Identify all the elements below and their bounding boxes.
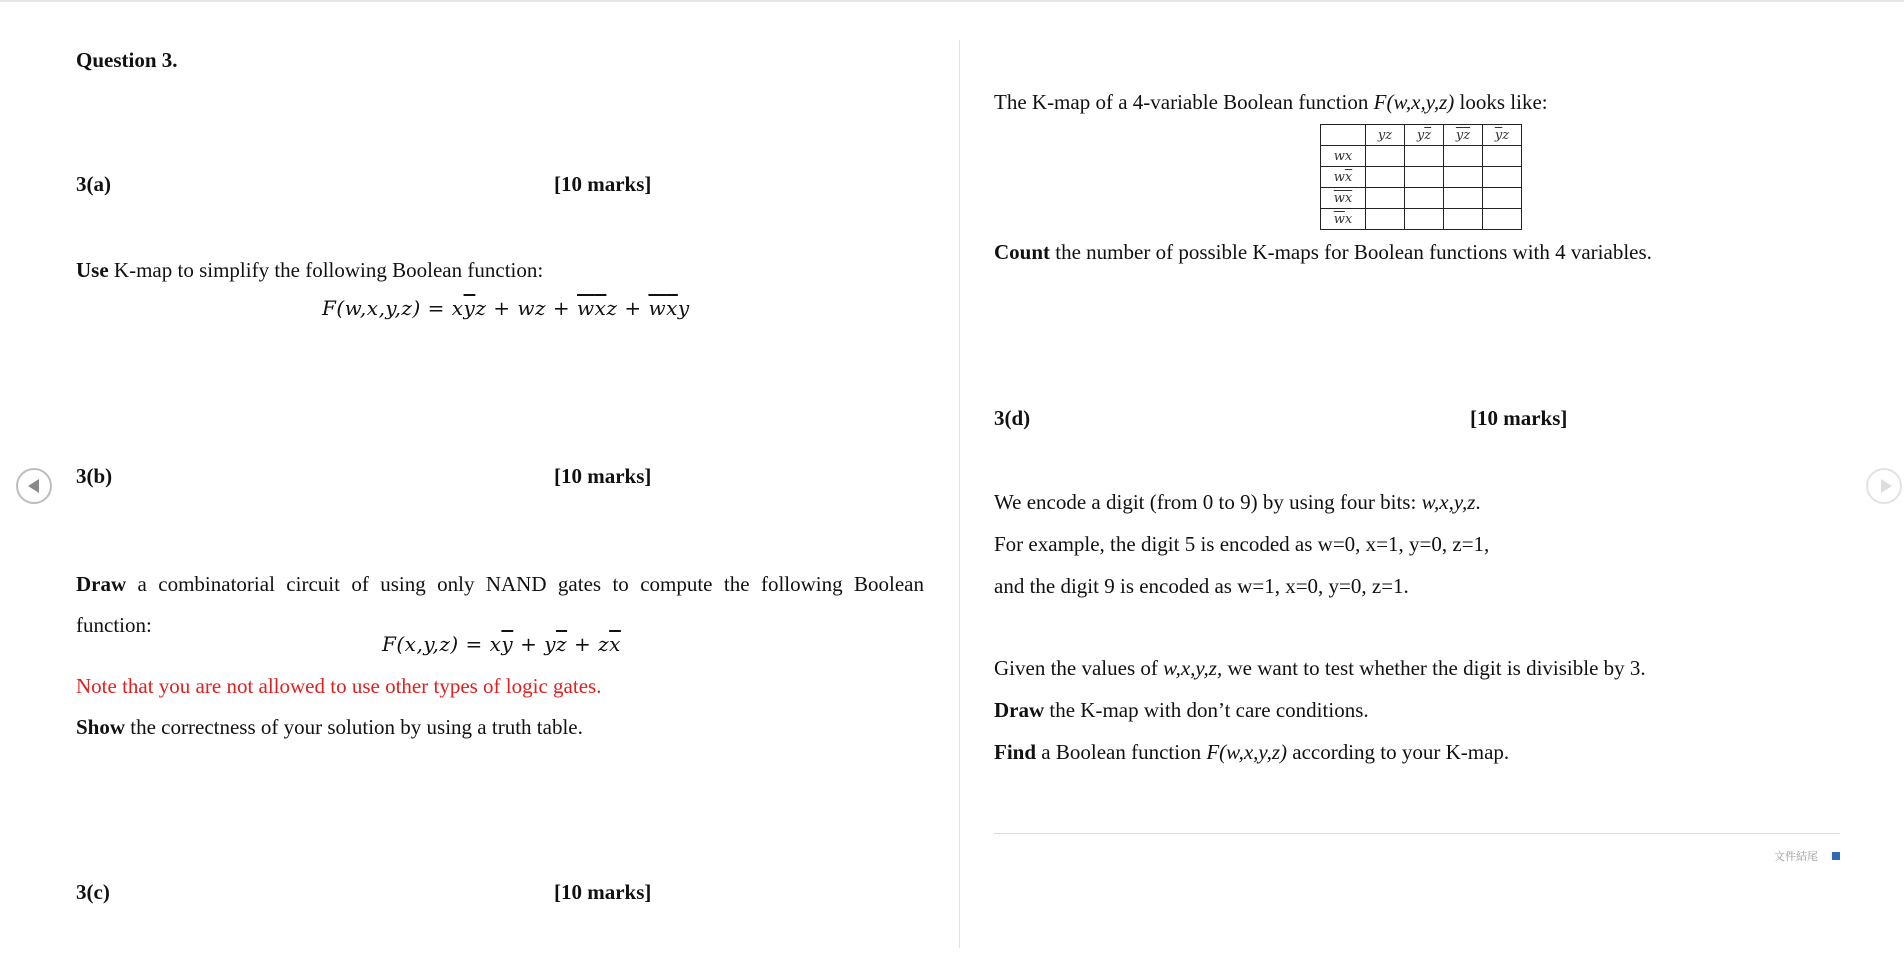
body-text: We encode a digit (from 0 to 9) by using four bits: <box>994 490 1422 514</box>
kmap-cell <box>1366 209 1405 230</box>
term-literal-complement: $\overline{y}$ <box>501 632 514 656</box>
section-3b-label: 3(b) <box>76 464 113 488</box>
section-3c-marks: [10 marks] <box>554 880 652 904</box>
section-3d-label: 3(d) <box>994 406 1031 430</box>
formula-3b: $F(x,y,z) = x\overline{y} + y\overline{z} + z\overline{x}$ <box>382 632 621 656</box>
kmap-cell <box>1405 188 1444 209</box>
draw-kmap-instruction <box>994 698 1369 723</box>
term-literal-complement: $\overline{z}$ <box>556 632 568 656</box>
term-literal-complement: $\overline{y}$ <box>463 296 476 320</box>
section-3a-instruction <box>76 258 543 283</box>
divisibility-line <box>994 656 1646 681</box>
variable-list: w,x,y,z <box>1421 490 1476 514</box>
encoding-line-1 <box>994 490 1481 515</box>
term-literal: y <box>677 296 690 320</box>
kmap-corner-cell <box>1321 125 1366 146</box>
kmap-intro <box>994 90 1548 115</box>
chevron-left-icon <box>28 479 39 493</box>
kmap-cell <box>1483 167 1522 188</box>
kmap-cell <box>1483 209 1522 230</box>
encoding-line-3: and the digit 9 is encoded as w=1, x=0, y=0, z=1. <box>994 574 1409 598</box>
body-text: . <box>1475 490 1481 514</box>
term-literal-complement: $\overline{x}$ <box>666 296 678 320</box>
kmap-table <box>1320 124 1522 230</box>
kmap-cell <box>1366 146 1405 167</box>
kmap-cell <box>1405 209 1444 230</box>
instruction-text: the K-map with don’t care conditions. <box>1044 698 1369 722</box>
term-literal: x <box>489 632 502 656</box>
instruction-text: the number of possible K-maps for Boolean functions with 4 variables. <box>1050 240 1652 264</box>
formula-3a: $F(w,x,y,z) = x\overline{y}z$ + wz + $\overline{w}\overline{x}z + \overline{w}\overline{x}y$ <box>322 296 690 320</box>
end-of-document-rule <box>994 833 1840 834</box>
body-text: we want to test whether the digit is divisible by 3. <box>1222 656 1646 680</box>
kmap-cell <box>1444 146 1483 167</box>
term-literal-complement: $\overline{w}$ <box>577 296 595 320</box>
kmap-cell <box>1366 188 1405 209</box>
kmap-column-header: $y\overline{z}$ <box>1405 125 1444 146</box>
kmap-column-header: $\overline{y}z$ <box>1483 125 1522 146</box>
top-border <box>0 0 1904 2</box>
count-instruction <box>994 240 1652 265</box>
section-3d-marks: [10 marks] <box>1470 406 1568 430</box>
end-of-document-label: 文件結尾 <box>1774 850 1818 863</box>
kmap-cell <box>1483 146 1522 167</box>
term-literal: y <box>544 632 557 656</box>
instruction-text: a combinatorial circuit of using only NAND gates to compute the following Boolean function: <box>76 572 924 637</box>
term-literal-complement: $\overline{x}$ <box>609 632 621 656</box>
truth-table-instruction <box>76 715 583 740</box>
instruction-text: the correctness of your solution by using a truth table. <box>125 715 583 739</box>
kmap-cell <box>1444 209 1483 230</box>
function-name: F(w,x,y,z) <box>1206 740 1287 764</box>
encoding-line-2: For example, the digit 5 is encoded as w=0, x=1, y=0, z=1, <box>994 532 1490 556</box>
instruction-verb: Show <box>76 715 126 739</box>
kmap-row-header: wx <box>1321 146 1366 167</box>
chevron-right-icon <box>1881 479 1892 493</box>
constraint-note: Note that you are not allowed to use other types of logic gates. <box>76 674 602 698</box>
kmap-row-header: $\overline{w}x$ <box>1321 209 1366 230</box>
next-page-button[interactable] <box>1866 468 1902 504</box>
page-divider <box>959 40 960 948</box>
instruction-verb: Draw <box>76 572 127 596</box>
section-3a-marks: [10 marks] <box>554 172 652 196</box>
section-3b-marks: [10 marks] <box>554 464 652 488</box>
kmap-intro-text: The K-map of a 4-variable Boolean function <box>994 90 1374 114</box>
term-literal-complement: $\overline{w}$ <box>648 296 667 320</box>
right-page <box>994 40 1840 951</box>
kmap-cell <box>1444 167 1483 188</box>
kmap-cell <box>1405 146 1444 167</box>
term-literal: wz <box>517 296 547 320</box>
variable-list: w,x,y,z, <box>1163 656 1223 680</box>
question-title: Question 3. <box>76 48 178 72</box>
kmap-cell <box>1405 167 1444 188</box>
kmap-intro-text: looks like: <box>1454 90 1548 114</box>
kmap-row-header: $\overline{w}\overline{x}$ <box>1321 188 1366 209</box>
left-page <box>76 40 926 951</box>
formula-lhs: F(w,x,y,z) = <box>322 296 445 320</box>
body-text: Given the values of <box>994 656 1164 680</box>
instruction-text: K-map to simplify the following Boolean function: <box>108 258 544 282</box>
formula-lhs: F(x,y,z) = <box>382 632 483 656</box>
end-of-document-square-icon <box>1832 852 1840 860</box>
term-literal-complement: $\overline{x}$ <box>594 296 607 320</box>
kmap-cell <box>1444 188 1483 209</box>
section-3c-label: 3(c) <box>76 880 110 904</box>
instruction-verb: Draw <box>994 698 1045 722</box>
kmap-column-header: yz <box>1366 125 1405 146</box>
instruction-verb: Use <box>76 258 109 282</box>
term-literal: z <box>598 632 610 656</box>
find-function-instruction <box>994 740 1509 765</box>
term-literal: z <box>475 296 487 320</box>
previous-page-button[interactable] <box>16 468 52 504</box>
function-name: F(w,x,y,z) <box>1373 90 1455 114</box>
section-3a-label: 3(a) <box>76 172 111 196</box>
term-literal: z <box>606 296 618 320</box>
kmap-cell <box>1483 188 1522 209</box>
instruction-verb: Count <box>994 240 1051 264</box>
instruction-text: a Boolean function <box>1036 740 1207 764</box>
instruction-verb: Find <box>994 740 1037 764</box>
kmap-column-header: $\overline{y}\overline{z}$ <box>1444 125 1483 146</box>
instruction-text: according to your K-map. <box>1287 740 1510 764</box>
kmap-cell <box>1366 167 1405 188</box>
term-literal: x <box>451 296 464 320</box>
kmap-row-header: $w\overline{x}$ <box>1321 167 1366 188</box>
